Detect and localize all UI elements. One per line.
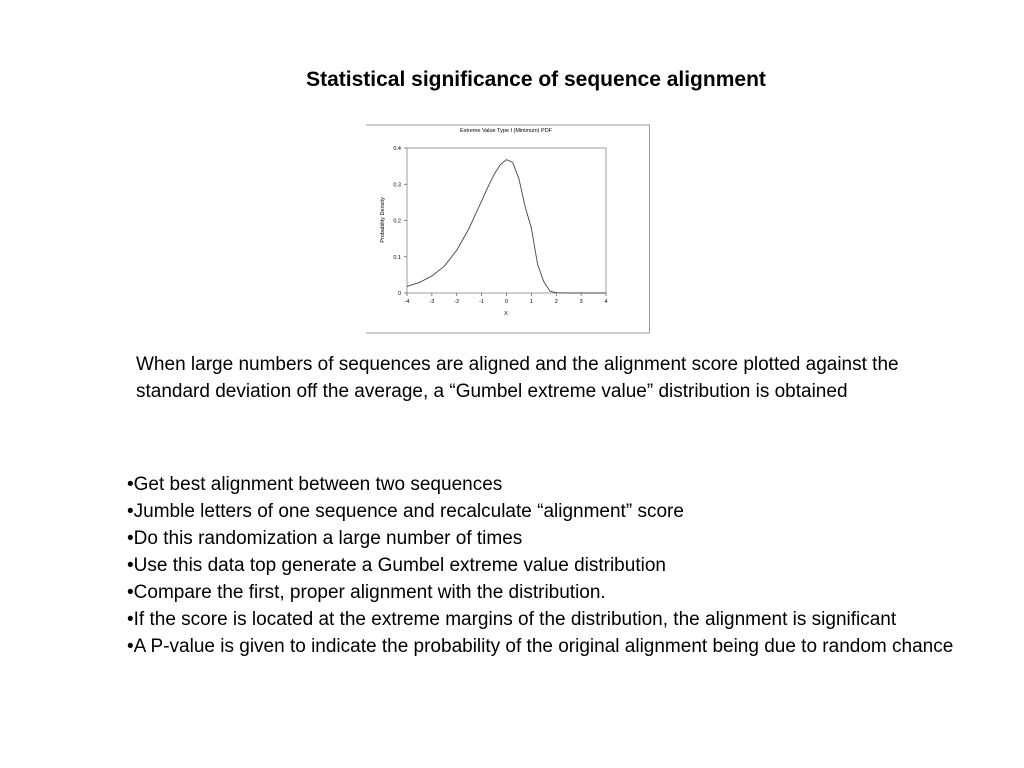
x-tick-label: 3 [579, 299, 583, 305]
x-tick-label: 0 [504, 299, 509, 305]
x-tick-label: -3 [429, 299, 435, 305]
bullet-item: •Use this data top generate a Gumbel extreme value distribution [127, 555, 666, 576]
x-tick-label: 2 [554, 299, 558, 305]
y-tick-label: 0.2 [393, 218, 401, 225]
y-tick-label: 0.3 [393, 182, 401, 189]
bullet-item: •Compare the first, proper alignment with the distribution. [127, 582, 606, 603]
y-tick-label: 0 [397, 291, 401, 297]
x-tick-label: -1 [479, 299, 485, 305]
x-tick-label: -2 [454, 299, 460, 305]
bullet-item: •Do this randomization a large number of times [127, 528, 523, 549]
x-tick-label: -4 [404, 299, 410, 305]
series-line [407, 160, 606, 293]
y-axis-label: Probability Density [380, 197, 386, 243]
bullet-list [127, 471, 957, 660]
y-tick-label: 0.1 [393, 254, 401, 261]
slide-title: Statistical significance of sequence alignment [306, 68, 766, 91]
chart-svg [366, 124, 651, 334]
bullet-item: •A P-value is given to indicate the probability of the original alignment being due to random chance [127, 636, 954, 657]
x-axis-label: X [504, 311, 508, 317]
chart-layer [393, 146, 607, 305]
caption-text: When large numbers of sequences are aligned and the alignment score plotted against the standard deviation off the average, a “Gumbel extreme value” distribution is obtained [136, 354, 899, 402]
bullet-item: •If the score is located at the extreme margins of the distribution, the alignment is significant [127, 609, 897, 630]
x-tick-label: 1 [529, 299, 533, 305]
plot-area-frame [407, 148, 606, 293]
bullet-item: •Get best alignment between two sequences [127, 474, 503, 495]
chart-title: Extreme Value Type I (Minimum) PDF [459, 128, 553, 134]
x-tick-label: 4 [604, 299, 608, 305]
y-tick-label: 0.4 [393, 146, 401, 152]
gumbel-pdf-chart [366, 124, 651, 334]
bullet-item: •Jumble letters of one sequence and recalculate “alignment” score [127, 501, 684, 522]
